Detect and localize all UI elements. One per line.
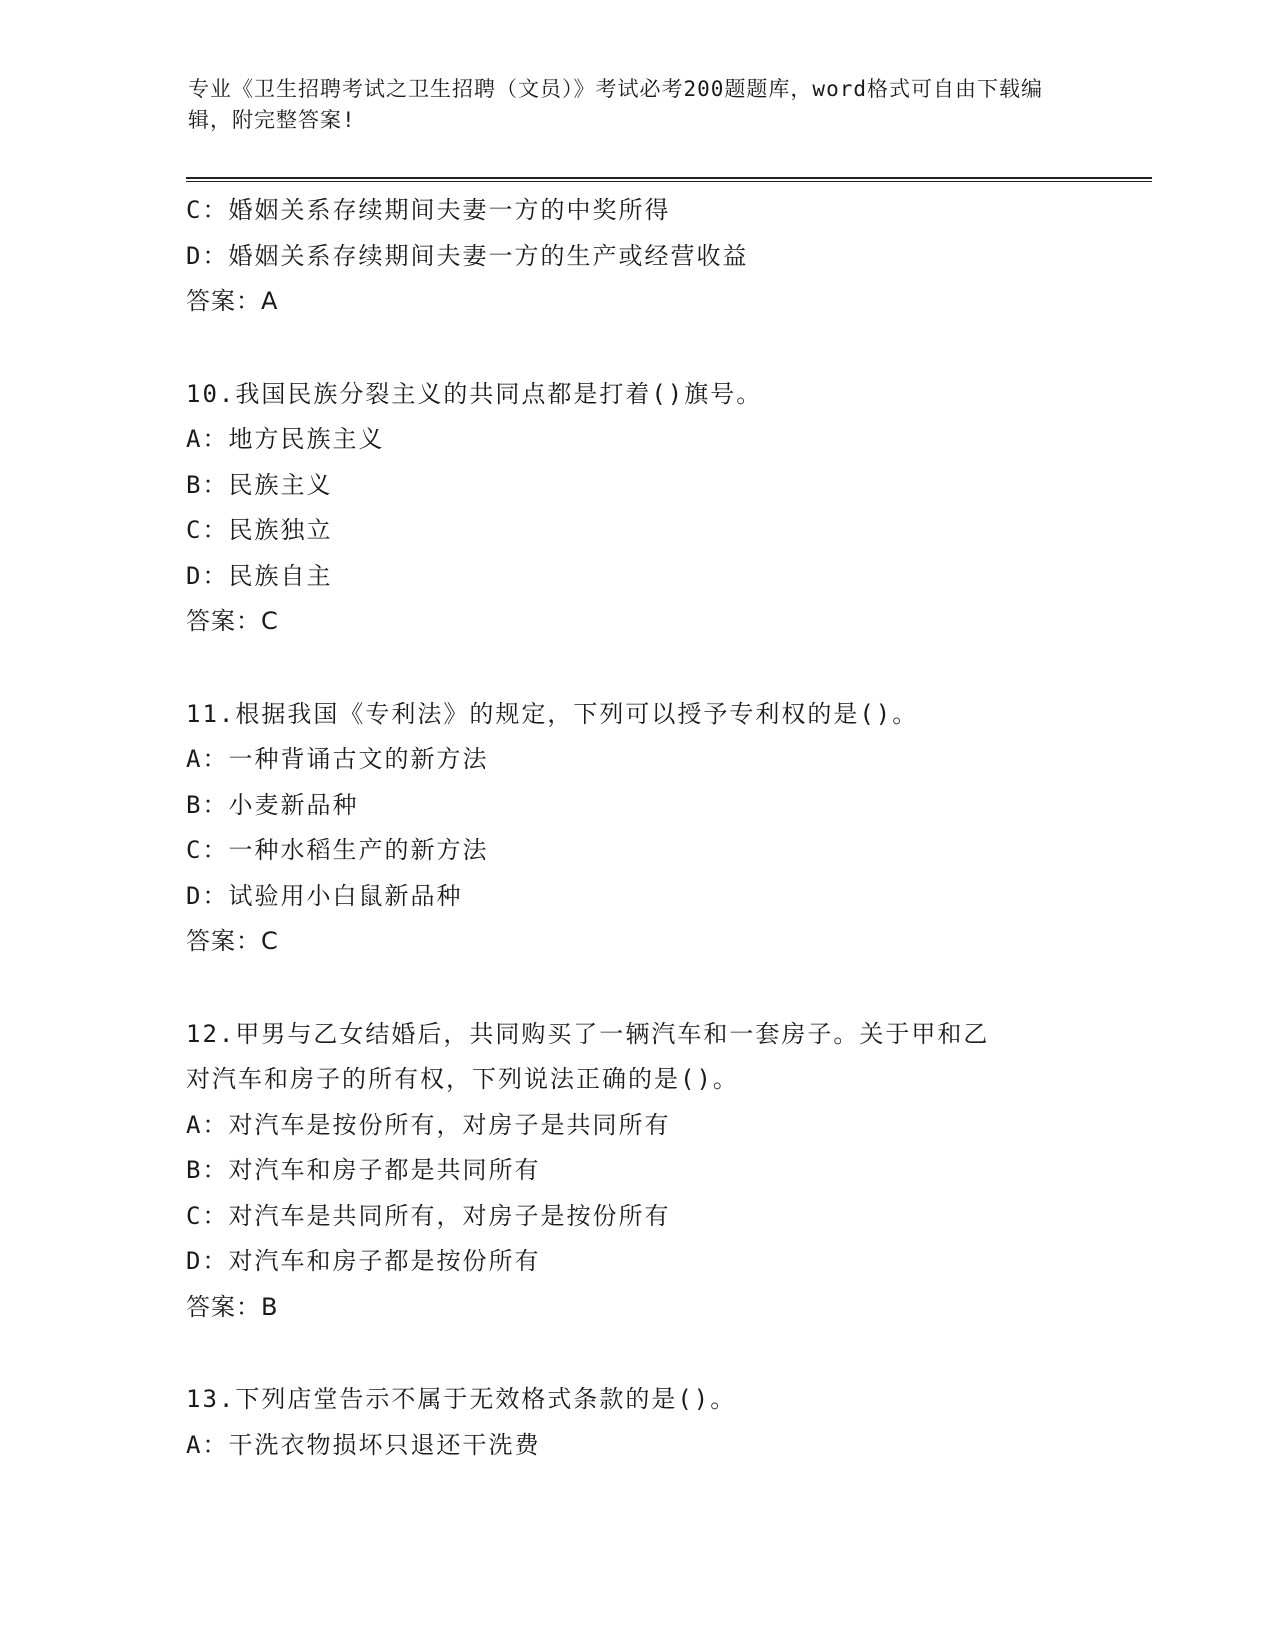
option-line: D：对汽车和房子都是按份所有 [186,1247,541,1275]
option-line: C：一种水稻生产的新方法 [186,836,489,864]
option-line: C：民族独立 [186,516,333,544]
header-text: 专业《卫生招聘考试之卫生招聘（文员）》考试必考200题题库，word格式可自由下载编辑，附完整答案! [188,77,1043,132]
option-line: B：对汽车和房子都是共同所有 [186,1156,541,1184]
question-text: 10.我国民族分裂主义的共同点都是打着()旗号。 [186,379,763,408]
question-list [186,188,1086,1468]
question-text: 对汽车和房子的所有权，下列说法正确的是()。 [186,1065,739,1093]
block-spacer [186,965,1086,1012]
option-line: A：一种背诵古文的新方法 [186,745,489,773]
question-text: 11.根据我国《专利法》的规定，下列可以授予专利权的是()。 [186,699,919,728]
block-spacer [186,325,1086,372]
option-line: A：对汽车是按份所有，对房子是共同所有 [186,1110,671,1139]
answer-line: 答案：A [186,287,279,315]
option-line: D：民族自主 [186,561,333,590]
question-text: 13.下列店堂告示不属于无效格式条款的是()。 [186,1385,737,1413]
question-text: 12.甲男与乙女结婚后，共同购买了一辆汽车和一套房子。关于甲和乙 [186,1019,990,1048]
header-divider [186,177,1152,182]
question-block [186,372,1086,645]
question-block [186,1012,1086,1331]
answer-line: 答案：B [186,1292,279,1321]
option-line: A：干洗衣物损坏只退还干洗费 [186,1430,541,1459]
option-line: D：试验用小白鼠新品种 [186,881,463,910]
question-block [186,1377,1086,1468]
option-line: D：婚姻关系存续期间夫妻一方的生产或经营收益 [186,241,749,270]
question-block [186,188,1086,325]
question-block [186,692,1086,965]
option-line: C：对汽车是共同所有，对房子是按份所有 [186,1201,671,1230]
option-line: C：婚姻关系存续期间夫妻一方的中奖所得 [186,196,671,224]
option-line: B：小麦新品种 [186,790,359,819]
option-line: A：地方民族主义 [186,425,385,453]
block-spacer [186,1330,1086,1377]
block-spacer [186,645,1086,692]
document-header [188,74,1068,136]
option-line: B：民族主义 [186,470,333,499]
answer-line: 答案：C [186,927,279,955]
answer-line: 答案：C [186,607,279,635]
